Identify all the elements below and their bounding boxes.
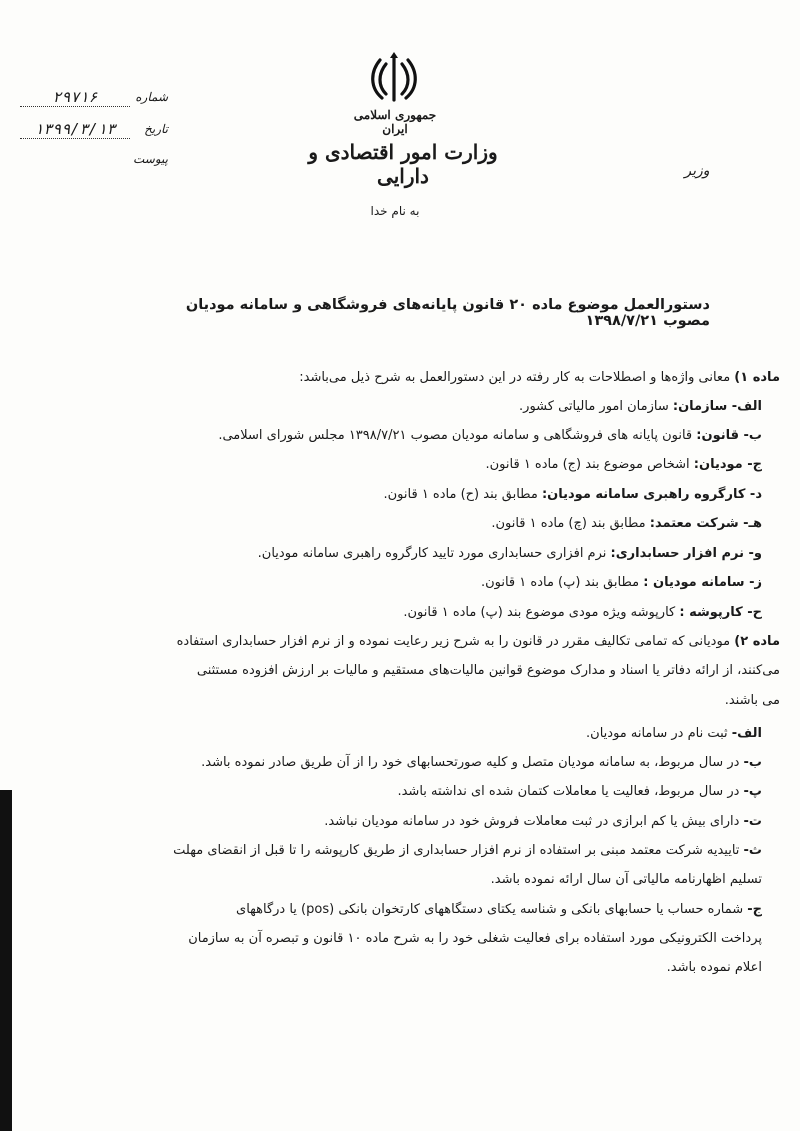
letter-date-row [8, 120, 168, 142]
clause-label: ح- کارپوشه : [679, 605, 762, 620]
clause-text: تاییدیه شرکت معتمد مبنی بر استفاده از نرم افزار حسابداری از طریق کارپوشه را تا قبل از انقضای مهلت [173, 843, 744, 858]
body-line [26, 487, 762, 502]
body-line [44, 634, 780, 649]
body-line [26, 960, 762, 975]
letter-date-label: تاریخ [144, 122, 168, 136]
clause-label: هـ- شرکت معتمد: [649, 516, 762, 531]
clause-label: ماده ۲) [734, 634, 780, 649]
body-line [26, 843, 762, 858]
clause-text: معانی واژه‌ها و اصطلاحات به کار رفته در این دستورالعمل به شرح ذیل می‌باشد: [299, 370, 735, 385]
clause-text: در سال مربوط، فعالیت یا معاملات کتمان شده ای نداشته باشد. [397, 784, 744, 799]
clause-label: ب- قانون: [696, 428, 762, 443]
clause-label: ز- سامانه مودیان : [643, 575, 762, 590]
clause-label: الف- [731, 726, 762, 741]
body-line [26, 516, 762, 531]
clause-label: ت- [743, 814, 762, 829]
clause-label: ب- [743, 755, 762, 770]
clause-text: پرداخت الکترونیکی مورد استفاده برای فعالیت شغلی خود را به شرح ماده ۱۰ قانون و تبصره آن به سازمان [188, 931, 762, 946]
clause-text: سازمان امور مالیاتی کشور. [519, 399, 673, 414]
clause-text: تسلیم اظهارنامه مالیاتی آن سال ارائه نموده باشد. [490, 872, 762, 887]
clause-label: و- نرم افزار حسابداری: [610, 546, 762, 561]
scan-edge-shadow [0, 790, 12, 1131]
clause-label: ماده ۱) [734, 370, 780, 385]
body-line [26, 726, 762, 741]
clause-text: ثبت نام در سامانه مودیان. [586, 726, 732, 741]
minister-label: وزیر [684, 163, 710, 179]
ministry-name: وزارت امور اقتصادی و دارایی [308, 140, 498, 188]
body-line [44, 663, 780, 678]
clause-label: ج- مودیان: [693, 457, 762, 472]
letter-number-row [8, 88, 168, 110]
clause-label: الف- سازمان: [672, 399, 762, 414]
body-line [26, 814, 762, 829]
clause-text: کارپوشه ویژه مودی موضوع بند (پ) ماده ۱ قانون. [403, 605, 680, 620]
clause-text: دارای بیش یا کم ابرازی در ثبت معاملات فروش خود در سامانه مودیان نباشد. [324, 814, 744, 829]
clause-text: مطابق بند (پ) ماده ۱ قانون. [480, 575, 644, 590]
clause-text: در سال مربوط، به سامانه مودیان متصل و کلیه صورتحسابهای خود را از آن طریق صادر نموده باشد. [201, 755, 744, 770]
body-line [26, 457, 762, 472]
body-line [44, 693, 780, 708]
letter-number-value: ۲۹۷۱۶ [20, 88, 130, 107]
body-line [26, 575, 762, 590]
document-title: دستورالعمل موضوع ماده ۲۰ قانون پایانه‌های فروشگاهی و سامانه مودیان مصوب ۱۳۹۸/۷/۲۱ [185, 297, 710, 329]
letter-date-value: ۱۳۹۹/۳/۱۳ [20, 120, 130, 139]
body-line [26, 399, 762, 414]
body-line [26, 872, 762, 887]
clause-text: نرم افزاری حسابداری مورد تایید کارگروه راهبری سامانه مودیان. [257, 546, 611, 561]
clause-label: پ- [743, 784, 762, 799]
iran-emblem-icon [366, 50, 422, 106]
body-line [26, 546, 762, 561]
clause-label: ج- [747, 902, 762, 917]
letter-attachment-row [8, 150, 168, 172]
clause-label: ث- [743, 843, 762, 858]
clause-text: قانون پایانه های فروشگاهی و سامانه مودیان مصوب ۱۳۹۸/۷/۲۱ مجلس شورای اسلامی. [218, 428, 697, 443]
clause-text: اعلام نموده باشد. [666, 960, 762, 975]
body-line [26, 605, 762, 620]
letter-number-label: شماره [135, 90, 168, 104]
body-line [44, 370, 780, 385]
clause-text: مطابق بند (چ) ماده ۱ قانون. [491, 516, 650, 531]
body-line [26, 428, 762, 443]
basmala: به نام خدا [370, 204, 420, 218]
clause-text: مودیانی که تمامی تکالیف مقرر در قانون را به شرح زیر رعایت نموده و از نرم افزار حسابداری استفاده [176, 634, 735, 649]
clause-label: د- کارگروه راهبری سامانه مودیان: [541, 487, 762, 502]
letter-attachment-label: پیوست [133, 152, 168, 166]
body-line [26, 755, 762, 770]
clause-text: اشخاص موضوع بند (ج) ماده ۱ قانون. [485, 457, 694, 472]
clause-text: شماره حساب یا حسابهای بانکی و شناسه یکتای دستگاههای کارتخوان بانکی (pos) یا درگاههای [236, 902, 748, 917]
clause-text: می باشند. [724, 693, 780, 708]
body-line [26, 931, 762, 946]
body-line [26, 784, 762, 799]
clause-text: مطابق بند (ح) ماده ۱ قانون. [383, 487, 542, 502]
body-line [26, 902, 762, 917]
republic-name: جمهوری اسلامی ایران [353, 108, 437, 136]
clause-text: می‌کنند، از ارائه دفاتر یا اسناد و مدارک موضوع قوانین مالیات‌های مستقیم و مالیات بر ارزش افزوده مستثنی [196, 663, 780, 678]
